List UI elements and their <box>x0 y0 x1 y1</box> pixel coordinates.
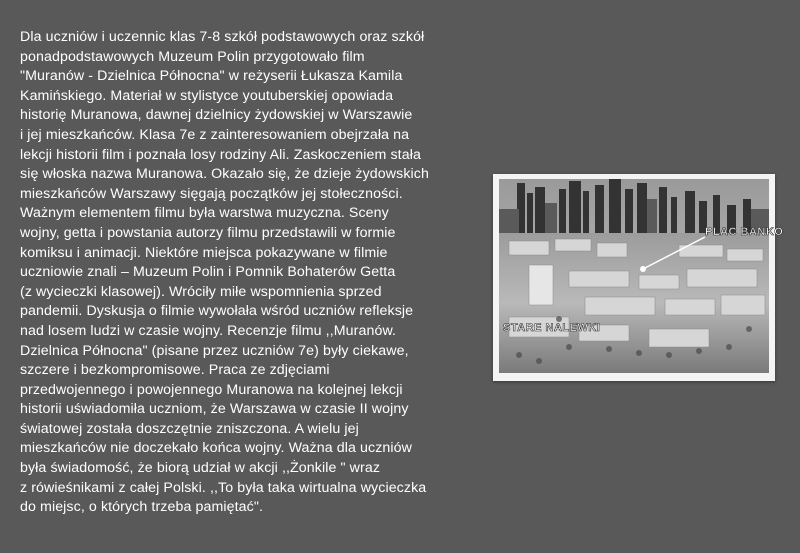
pointer-dot <box>640 266 646 272</box>
text-line: mieszkańców Warszawy sięgają początków jej stołeczności. <box>20 185 403 202</box>
text-line: ponadpodstawowych Muzeum Polin przygotowało film <box>20 48 365 65</box>
text-line: nad losem ludzi w czasie wojny. Recenzje filmu ,,Muranów. <box>20 322 397 339</box>
text-line: wojny, getta i powstania autorzy filmu przedstawili w formie <box>20 224 396 241</box>
text-line: historię Muranowa, dawnej dzielnicy żydowskiej w Warszawie <box>20 107 413 124</box>
text-line: mieszkańców nie doczekało końca wojny. Ważna dla uczniów <box>20 440 412 457</box>
text-line: do miejsc, o których trzeba pamiętać". <box>20 499 264 516</box>
text-line: światowej została doszczętnie zniszczona. A wielu jej <box>20 420 359 437</box>
text-line: Kamińskiego. Materiał w stylistyce youtuberskiej opowiada <box>20 87 394 104</box>
label-stare-nalewki: STARE NALEWKI <box>503 322 601 334</box>
text-line: pandemii. Dyskusja o filmie wywołała wśród uczniów refleksje <box>20 303 414 320</box>
text-line: lekcji historii film i poznała losy rodziny Ali. Zaskoczeniem stała <box>20 146 421 163</box>
text-line: historii uświadomiła uczniom, że Warszawa w czasie II wojny <box>20 401 409 418</box>
city-model-photo <box>499 179 784 373</box>
text-line: Ważnym elementem filmu była warstwa muzyczna. Sceny <box>20 205 389 222</box>
label-plac-bankowy: PLAC BANKO <box>705 226 784 238</box>
text-line: szczere i bezkompromisowe. Praca ze zdjęciami <box>20 362 330 379</box>
photo-frame <box>493 174 784 381</box>
text-line: Dzielnica Północna" (pisane przez uczniów 7e) były ciekawe, <box>20 342 409 359</box>
text-line: się włoska nazwa Muranowa. Okazało się, że dzieje żydowskich <box>20 166 429 183</box>
text-line: (z wycieczki klasowej). Wróciły miłe wspomnienia sprzed <box>20 283 382 300</box>
text-line: była świadomość, że biorą udział w akcji ,,Żonkile " wraz <box>20 460 381 477</box>
article-text <box>20 28 498 518</box>
text-line: "Muranów - Dzielnica Północna" w reżyserii Łukasza Kamila <box>20 68 403 85</box>
text-line: komiksu i animacji. Niektóre miejsca pokazywane w filmie <box>20 244 388 261</box>
text-line: uczniowie znali – Muzeum Polin i Pomnik Bohaterów Getta <box>20 264 396 281</box>
text-line: i jej mieszkańców. Klasa 7e z zainteresowaniem obejrzała na <box>20 126 410 143</box>
text-line: przedwojennego i powojennego Muranowa na kolejnej lekcji <box>20 381 403 398</box>
text-line: Dla uczniów i uczennic klas 7-8 szkół podstawowych oraz szkół <box>20 29 425 45</box>
text-line: z rówieśnikami z całej Polski. ,,To była taka wirtualna wycieczka <box>20 479 427 496</box>
